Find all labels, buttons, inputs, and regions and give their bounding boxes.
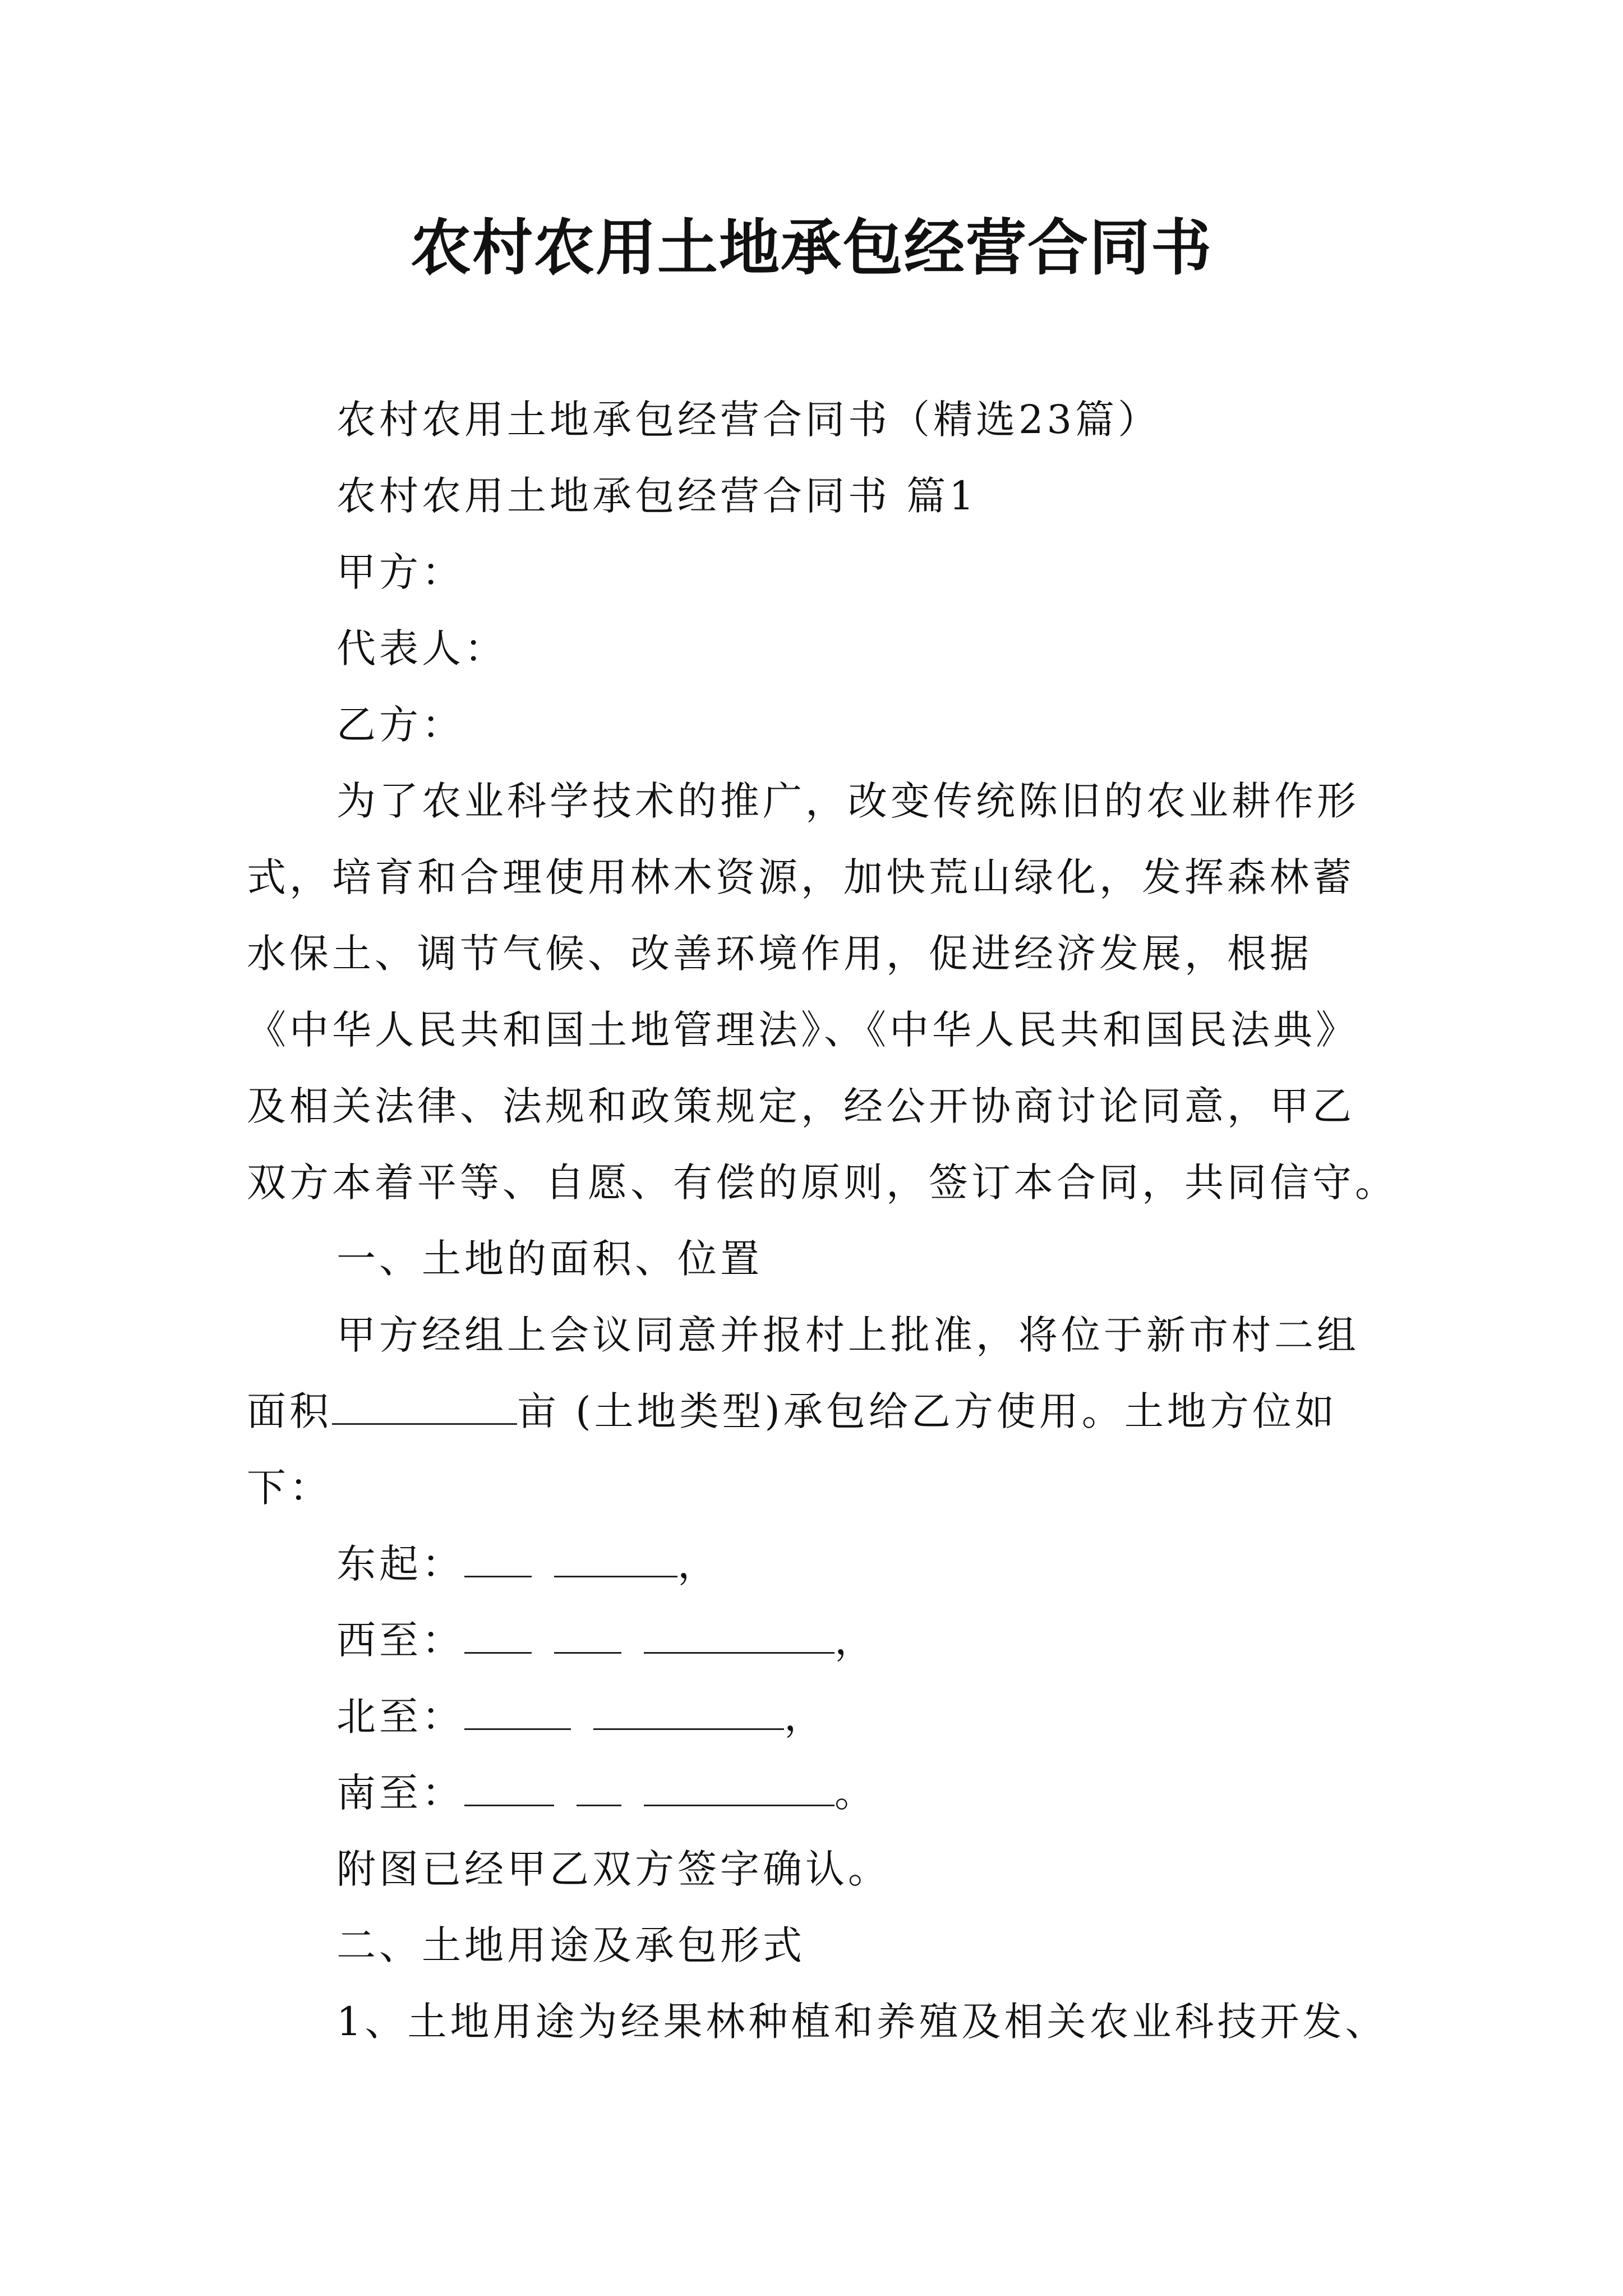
west-label: 西至： xyxy=(336,1617,464,1663)
subtitle: 农村农用土地承包经营合同书（精选23篇） xyxy=(336,397,1161,443)
west-blank-3[interactable] xyxy=(644,1617,834,1654)
west-boundary xyxy=(247,1602,1380,1678)
east-boundary xyxy=(247,1526,1380,1602)
north-blank-2[interactable] xyxy=(593,1694,784,1730)
preamble-line: 《中华人民共和国土地管理法》、《中华人民共和国民法典》 xyxy=(247,1007,1358,1053)
north-boundary xyxy=(247,1678,1380,1755)
section1-heading: 一、土地的面积、位置 xyxy=(336,1236,763,1282)
preamble-line: 及相关法律、法规和政策规定，经公开协商讨论同意，甲乙 xyxy=(247,1083,1355,1129)
north-end: ， xyxy=(784,1694,827,1740)
area-line xyxy=(247,1373,1380,1450)
east-end: ， xyxy=(677,1541,720,1587)
south-boundary xyxy=(247,1755,1380,1831)
east-blank-1[interactable] xyxy=(464,1541,532,1577)
south-blank-2[interactable] xyxy=(577,1770,621,1806)
chapter-heading: 农村农用土地承包经营合同书 篇1 xyxy=(336,473,978,519)
preamble-line: 水保土、调节气候、改善环境作用，促进经济发展，根据 xyxy=(247,931,1312,977)
preamble-line: 双方本着平等、自愿、有偿的原则，签订本合同，共同信守。 xyxy=(247,1159,1398,1205)
attached-map-note: 附图已经甲乙双方签字确认。 xyxy=(336,1846,891,1892)
section1-line: 甲方经组上会议同意并报村上批准，将位于新市村二组 xyxy=(336,1312,1359,1358)
north-label: 北至： xyxy=(336,1694,464,1740)
south-end: 。 xyxy=(834,1770,877,1816)
document-body xyxy=(247,381,1398,2060)
party-b-label: 乙方： xyxy=(336,702,464,748)
section2-item: 1、土地用途为经果林种植和养殖及相关农业科技开发、 xyxy=(336,1999,1388,2045)
west-blank-1[interactable] xyxy=(464,1617,532,1654)
preamble-line: 式，培育和合理使用林木资源，加快荒山绿化，发挥森林蓄 xyxy=(247,854,1355,900)
preamble-line: 为了农业科学技术的推广，改变传统陈旧的农业耕作形 xyxy=(336,778,1359,824)
document-title: 农村农用土地承包经营合同书 xyxy=(410,213,1212,283)
north-blank-1[interactable] xyxy=(464,1694,571,1730)
west-end: ， xyxy=(834,1617,877,1663)
south-label: 南至： xyxy=(336,1770,464,1816)
party-a-label: 甲方： xyxy=(336,549,464,595)
section2-heading: 二、土地用途及承包形式 xyxy=(336,1922,805,1968)
section1-line: 下： xyxy=(247,1465,332,1511)
west-blank-2[interactable] xyxy=(554,1617,621,1654)
area-prefix: 面积 xyxy=(247,1388,332,1434)
area-suffix: 亩 (土地类型)承包给乙方使用。土地方位如 xyxy=(517,1388,1338,1434)
south-blank-1[interactable] xyxy=(464,1770,554,1806)
south-blank-3[interactable] xyxy=(644,1770,834,1806)
east-label: 东起： xyxy=(336,1541,464,1587)
representative-label: 代表人： xyxy=(336,625,507,671)
east-blank-2[interactable] xyxy=(554,1541,677,1577)
area-blank[interactable] xyxy=(332,1388,517,1425)
